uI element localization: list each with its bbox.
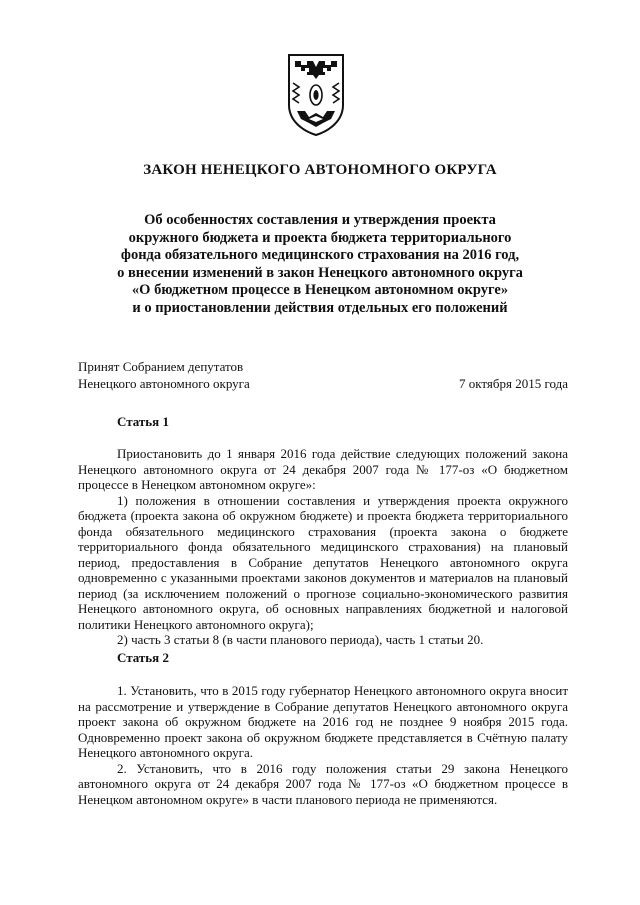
adoption-date: 7 октября 2015 года	[459, 376, 568, 391]
article-paragraph: Приостановить до 1 января 2016 года действие следующих положений закона Ненецкого автономного округа от 24 декабря 2007 года № 177-оз «О бюджетном процессе в Ненецком автономном округе»:	[78, 446, 568, 492]
article-paragraph: 1) положения в отношении составления и утверждения проекта окружного бюджета (проекта закона об окружном бюджете) и проекта бюджета территориального фонда обязательного медицинского страхования (проекта закона о бюджете территориального фонда обязательного медицинского страхования) на плановый период, предоставления в Собрание депутатов Ненецкого автономного округа одновременно с указанными проектами законов документов и материалов на плановый период (за исключением положений о прогнозе социально-экономического развития Ненецкого автономного округа, об основных направлениях бюджетной и налоговой политики Ненецкого автономного округа);	[78, 492, 568, 632]
subject-line: фонда обязательного медицинского страхования на 2016 год,	[120, 247, 520, 264]
adopted-by-line: Принят Собранием депутатов	[78, 359, 244, 374]
article-paragraph: 2) часть 3 статьи 8 (в части планового периода), часть 1 статьи 20.	[117, 632, 484, 647]
article-2-body	[78, 683, 568, 807]
article-2-heading: Статья 2	[117, 650, 169, 665]
subject-line: о внесении изменений в закон Ненецкого автономного округа	[117, 264, 523, 281]
law-subject	[60, 212, 580, 318]
article-1-body	[78, 446, 568, 648]
adopted-by-body: Ненецкого автономного округа	[78, 376, 250, 391]
coat-of-arms-emblem	[287, 53, 345, 137]
adoption-block	[78, 358, 568, 392]
subject-line: Об особенностях составления и утверждения проекта	[144, 212, 496, 228]
subject-line: окружного бюджета и проекта бюджета территориального	[128, 229, 512, 246]
subject-line: «О бюджетном процессе в Ненецком автономном округе»	[131, 282, 509, 299]
subject-line: и о приостановлении действия отдельных его положений	[132, 299, 508, 316]
law-title: ЗАКОН НЕНЕЦКОГО АВТОНОМНОГО ОКРУГА	[143, 162, 497, 178]
article-paragraph: 2. Установить, что в 2016 году положения статьи 29 закона Ненецкого автономного округа от 24 декабря 2007 года № 177-оз «О бюджетном процессе в Ненецком автономном округе» в части планового периода не применяются.	[78, 760, 568, 807]
article-1-heading: Статья 1	[117, 414, 169, 429]
article-paragraph: 1. Установить, что в 2015 году губернатор Ненецкого автономного округа вносит на рассмотрение и утверждение в Собрание депутатов Ненецкого автономного округа проект закона об окружном бюджете на 2016 год не позднее 9 ноября 2015 года. Одновременно проект закона об окружном бюджете представляется в Счётную палату Ненецкого автономного округа.	[78, 683, 568, 760]
